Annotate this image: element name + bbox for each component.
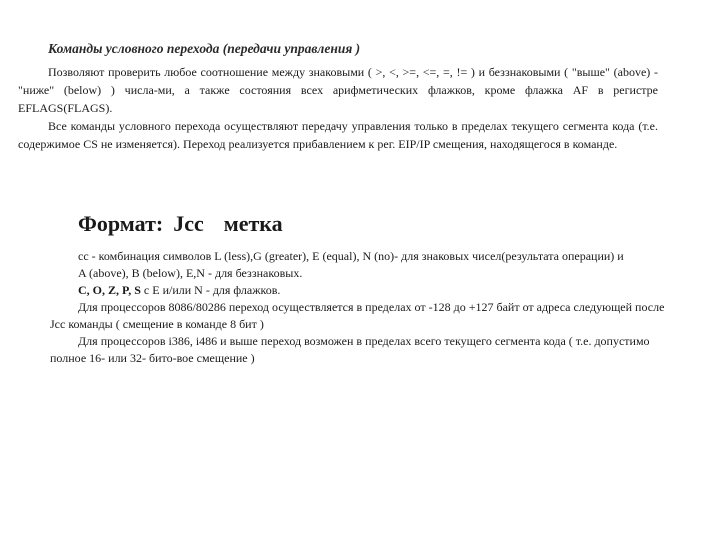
format-section (50, 210, 670, 367)
section-heading: Команды условного перехода (передачи управления ) (48, 41, 361, 56)
format-line (78, 210, 670, 238)
format-label: Формат: (78, 211, 164, 236)
flags-description (50, 282, 670, 299)
flags-rest: с E и/или N - для флажков. (143, 283, 281, 297)
flags-list: C, O, Z, P, S (78, 283, 141, 297)
format-argument: метка (223, 211, 283, 236)
intro-paragraph-1: Позволяют проверить любое соотношение между знаковыми ( >, <, >=, <=, =, != ) и беззнаковыми ( "выше" (above) - "ниже" (below) ) числа-ми, а также состояния всех арифметических флажков, кроме флажка AF в регистре EFLAGS(FLAGS). (18, 65, 658, 115)
intro-paragraph-2: Все команды условного перехода осуществляют передачу управления только в пределах текущего сегмента кода (т.е. содержимое CS не изменяется). Переход реализуется прибавлением к рег. EIP/IP смещения, находящегося в команде. (18, 119, 658, 151)
range-i386-description: Для процессоров i386, i486 и выше переход возможен в пределах всего текущего сегмента кода ( т.е. допустимо полное 16- или 32- бито-вое смещение ) (50, 334, 650, 365)
unsigned-description: A (above), B (below), E,N - для беззнаковых. (78, 266, 303, 280)
intro-section (18, 40, 658, 153)
range-8086-description: Для процессоров 8086/80286 переход осуществляется в пределах от -128 до +127 байт от адреса следующей после Jcc команды ( смещение в команде 8 бит ) (50, 300, 665, 331)
cc-description: cc - комбинация символов L (less),G (greater), E (equal), N (no)- для знаковых чисел(результата операции) и (78, 249, 624, 263)
format-command: Jcc (173, 211, 204, 236)
